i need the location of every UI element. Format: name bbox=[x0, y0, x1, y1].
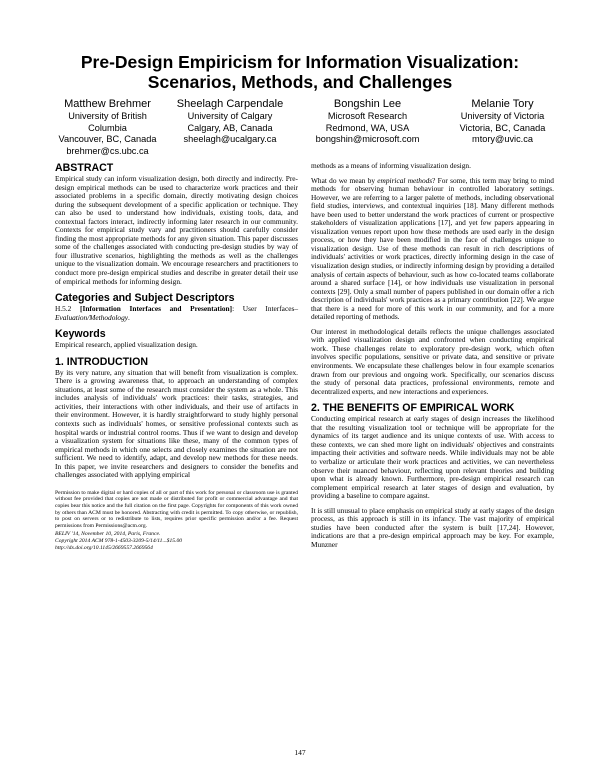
paragraph bbox=[311, 177, 554, 322]
keywords-text: Empirical research, applied visualization design. bbox=[55, 340, 198, 350]
paragraph: Our interest in methodological details reflects the unique challenges associated with applied visualization design and confronted when conducting empirical work. These challenges relate to exploratory pre-design work, which often involves specific populations, sensitive or private data, and sensitive or private environments. We encapsulate these challenges below in four example scenarios drawn from our previous and ongoing work. Specifically, our scenarios discuss the study of personal data practices, professional environments, remote and decentralized experts, and new interactions and experiences. bbox=[311, 326, 554, 396]
intro-text: By its very nature, any situation that will benefit from visualization is complex. There is a growing awareness that, to approach an understanding of complex situations, at least some of the research must consider the system as a whole. This includes analysis of individuals' work practices: their tasks, strategies, and activities, their interactions with other individuals, and their use of artifacts in their environment. However, it is hardly straightforward to study highly personal contexts such as individuals' homes, or sensitive professional contexts such as hospital wards or industrial control rooms. Thus if we want to design and develop a visualization system for situations like these, many of the common types of empirical methods in which one selects and closely examines the situation are not sufficient. We need to identify, adapt, and develop new methods for these needs. In this paper, we invite researchers and designers to consider the benefits and challenges associated with applying empirical bbox=[55, 367, 298, 480]
emphasis-term: empirical methods bbox=[377, 175, 433, 185]
paper-title bbox=[40, 52, 560, 92]
author-location: Redmond, WA, USA bbox=[325, 122, 410, 133]
author-name: Matthew Brehmer bbox=[64, 98, 151, 110]
continued-text: methods as a means of informing visualization design. bbox=[311, 161, 471, 170]
intro-heading: 1. INTRODUCTION bbox=[55, 355, 148, 368]
copyright-doi: http://dx.doi.org/10.1145/2669557.2669564 bbox=[55, 544, 153, 551]
author-location: Calgary, AB, Canada bbox=[187, 122, 273, 133]
categories-text bbox=[55, 305, 298, 322]
title-line-1: Pre-Design Empiricism for Information Visualization: bbox=[80, 52, 520, 72]
author-1 bbox=[50, 98, 165, 157]
paragraph: Conducting empirical research at early stages of design increases the likelihood that the resulting visualization tool or technique will be appropriate for the dynamics of its target audience and its unique contexts of use. With access to these contexts, we can shed more light on individuals' objectives and constraints impacting their activities and software needs. While individuals may not be able to verbalize or articulate their work practices and activities, we can nevertheless observe their nuanced behaviour, reflecting upon relevant theories and building upon what is already known. Furthermore, pre-design empirical research can complement empirical research at later stages of design and evaluation, by providing a baseline to compare against. bbox=[311, 414, 554, 501]
author-name: Bongshin Lee bbox=[333, 98, 402, 110]
page-number: 147 bbox=[294, 748, 306, 757]
author-2 bbox=[165, 98, 295, 157]
author-name: Melanie Tory bbox=[471, 98, 534, 110]
author-4 bbox=[440, 98, 565, 157]
author-location: Vancouver, BC, Canada bbox=[58, 134, 157, 144]
paragraph: It is still unusual to place emphasis on empirical study at early stages of the design process, as this approach is still in its infancy. The vast majority of empirical studies have been conducted after the system is built [17,24]. However, indications are that a pre-design empirical approach may be key. For example, Munzner bbox=[311, 505, 554, 549]
author-affiliation: Microsoft Research bbox=[327, 111, 408, 121]
author-affiliation: University of British Columbia bbox=[68, 111, 147, 133]
right-column bbox=[311, 162, 554, 555]
categories-end: . bbox=[128, 312, 130, 322]
author-email: sheelagh@ucalgary.ca bbox=[183, 134, 277, 144]
section-2-heading: 2. THE BENEFITS OF EMPIRICAL WORK bbox=[311, 402, 515, 415]
copyright-venue: BELIV '14, November 10, 2014, Paris, France. bbox=[55, 531, 161, 538]
author-affiliation: University of Victoria bbox=[460, 111, 545, 121]
abstract-text: Empirical study can inform visualization design, both directly and indirectly. Pre-design empirical methods can be used to characterize work practices and their associated problems in a specific domain, directly motivating design choices during the subsequent development of a specific application or technique. They can also be used to understand how individuals, existing tools, data, and contextual factors interact, indirectly informing later research in our community. Contexts for empirical study vary and practitioners should carefully consider finding the most appropriate methods for any given situation. This paper discusses some of the challenges associated with conducting pre-design studies by way of four illustrative scenarios, highlighting the methods as well as the challenges unique to the visualization domain. We encourage researchers and practitioners to conduct more pre-design empirical studies and describe in greater detail their use of empirical methods for informing design. bbox=[55, 174, 298, 286]
author-name: Sheelagh Carpendale bbox=[176, 98, 284, 110]
copyright-text: Permission to make digital or hard copies of all or part of this work for personal or classroom use is granted without fee provided that copies are not made or distributed for profit or commercial advantage and that copies bear this notice and the full citation on the first page. Copyrights for components of this work owned by others than ACM must be honored. Abstracting with credit is permitted. To copy otherwise, or republish, to post on servers or to redistribute to lists, requires prior specific permission and/or a fee. Request permissions from Permissions@acm.org. bbox=[55, 489, 298, 529]
keywords-heading: Keywords bbox=[55, 328, 106, 341]
author-block bbox=[50, 98, 570, 157]
author-email: bongshin@microsoft.com bbox=[315, 134, 420, 144]
categories-code: H.5.2 bbox=[55, 304, 81, 314]
copyright-notice bbox=[55, 490, 298, 551]
author-location: Victoria, BC, Canada bbox=[459, 122, 546, 133]
paragraph-rest: ? For some, this term may bring to mind methods for observing human behaviour in controlled laboratory settings. However, we are referring to a larger palette of methods, including observational field studies, interviews, and contextual inquiries [18]. Many different methods have been used to better understand the work practices of current or prospective stakeholders of visualization applications [17], and yet few papers appearing in visualization venues report upon how these methods are used early in the design process, or how they have been modified in the face of challenges unique to visualization design. Use of these methods can result in rich descriptions of individuals' activities or work practices, directly informing design in the case of visualization design studies, or indirectly informing design by providing a detailed analysis of certain aspects of behaviour, such as how co-located teams collaborate around a shared surface [14], or how individuals use visualization in personal contexts [29]. Only a small number of papers published in our domain offer a rich description of individuals' work practices as a primary contribution [22]. We argue that there is a need for more of this work in our community, and for a more detailed reporting of methods. bbox=[311, 175, 554, 322]
abstract-heading: ABSTRACT bbox=[55, 162, 114, 174]
title-line-2: Scenarios, Methods, and Challenges bbox=[147, 72, 453, 92]
author-email: mtory@uvic.ca bbox=[472, 134, 533, 144]
categories-rest: : User Interfaces– bbox=[232, 304, 298, 314]
author-affiliation: University of Calgary bbox=[187, 111, 273, 121]
author-email: brehmer@cs.ubc.ca bbox=[66, 145, 149, 156]
categories-heading: Categories and Subject Descriptors bbox=[55, 292, 235, 305]
author-3 bbox=[295, 98, 440, 157]
copyright-line: Copyright 2014 ACM 978-1-4503-3209-5/14/11...$15.00 bbox=[55, 538, 183, 545]
paragraph-start: What do we mean by bbox=[311, 175, 378, 185]
categories-bold: [Information Interfaces and Presentation] bbox=[80, 304, 233, 314]
categories-italic: Evaluation/Methodology bbox=[55, 312, 129, 322]
left-column bbox=[55, 162, 298, 551]
